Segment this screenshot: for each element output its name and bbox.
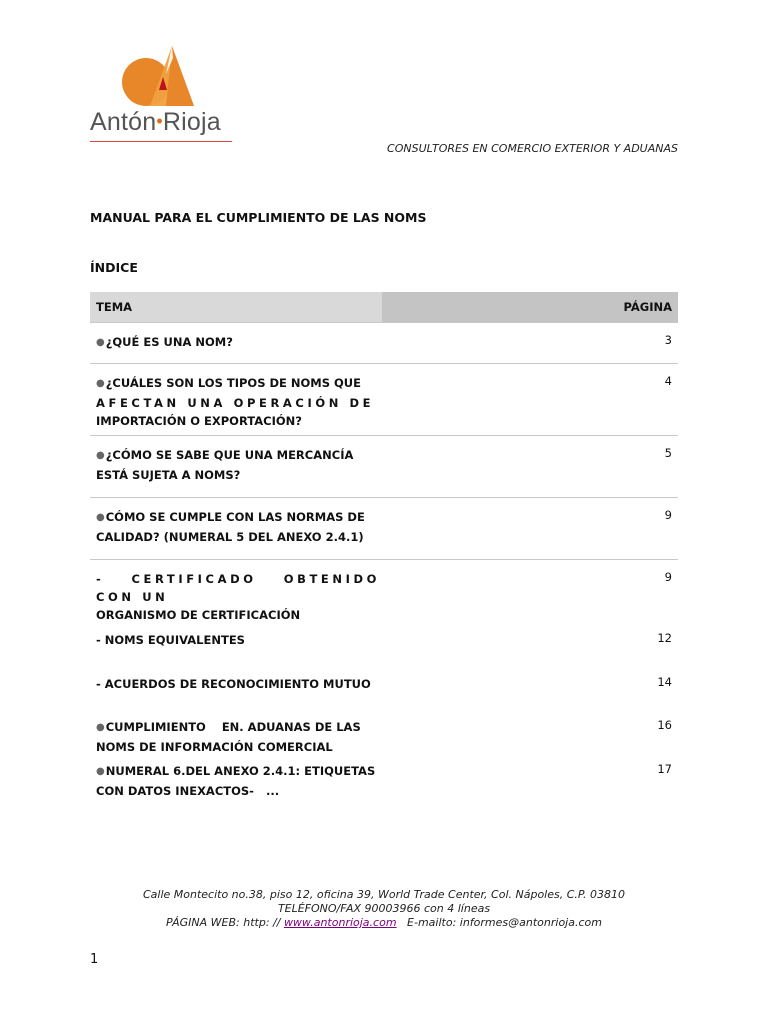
footer-address: Calle Montecito no.38, piso 12, oficina 39, World Trade Center, Col. Nápoles, C.P. 03810 bbox=[142, 888, 626, 901]
company-tagline: CONSULTORES EN COMERCIO EXTERIOR Y ADUANAS bbox=[387, 142, 678, 155]
bullet-icon: ● bbox=[96, 722, 105, 733]
logo-underline bbox=[90, 141, 232, 142]
toc-row: ●NUMERAL 6.DEL ANEXO 2.4.1: ETIQUETAS CON DATOS INEXACTOS- ... 17 bbox=[96, 762, 672, 798]
toc-row: - ACUERDOS DE RECONOCIMIENTO MUTUO 14 bbox=[96, 675, 672, 691]
company-logo bbox=[90, 44, 235, 144]
document-title: MANUAL PARA EL CUMPLIMIENTO DE LAS NOMS bbox=[90, 210, 427, 225]
footer-phone: TELÉFONO/FAX 90003966 con 4 líneas bbox=[277, 902, 491, 915]
footer-contact: PÁGINA WEB: http: // www.antonrioja.com E-mailto: informes@antonrioja.com bbox=[166, 916, 602, 929]
toc-header-page: PÁGINA bbox=[623, 300, 672, 314]
toc-page-number: 17 bbox=[657, 762, 672, 776]
toc-page-number: 14 bbox=[657, 675, 672, 689]
toc-page-number: 4 bbox=[664, 374, 672, 388]
bullet-icon: ● bbox=[96, 512, 105, 523]
toc-page-number: 9 bbox=[664, 570, 672, 584]
toc-row: ●CÓMO SE CUMPLE CON LAS NORMAS DE CALIDAD? (NUMERAL 5 DEL ANEXO 2.4.1) 9 bbox=[90, 497, 678, 560]
bullet-icon: ● bbox=[96, 378, 105, 389]
index-heading: ÍNDICE bbox=[90, 260, 138, 275]
toc-row: - CERTIFICADO OBTENIDO CON UN ORGANISMO DE CERTIFICACIÓN 9 bbox=[90, 559, 678, 622]
bullet-icon: ● bbox=[96, 766, 105, 777]
toc-page-number: 9 bbox=[664, 508, 672, 522]
toc-header bbox=[90, 292, 678, 322]
page-number: 1 bbox=[90, 952, 99, 967]
bullet-icon: ● bbox=[96, 450, 105, 461]
footer-email: E-mailto: informes@antonrioja.com bbox=[396, 916, 602, 929]
logo-name-first: Antón bbox=[90, 108, 157, 136]
toc-row: ●¿CÓMO SE SABE QUE UNA MERCANCÍA ESTÁ SUJETA A NOMS? 5 bbox=[90, 435, 678, 498]
bullet-icon: ● bbox=[96, 337, 105, 348]
logo-wordmark bbox=[90, 108, 235, 137]
page-footer bbox=[0, 888, 768, 930]
toc-page-number: 5 bbox=[664, 446, 672, 460]
toc-row: ●CUMPLIMIENTO EN. ADUANAS DE LAS NOMS DE INFORMACIÓN COMERCIAL 16 bbox=[96, 718, 672, 754]
toc-header-topic: TEMA bbox=[96, 300, 133, 314]
toc-page-number: 12 bbox=[657, 631, 672, 645]
toc-page-number: 16 bbox=[657, 718, 672, 732]
toc-page-number: 3 bbox=[664, 333, 672, 347]
table-of-contents bbox=[90, 292, 678, 798]
toc-row: ●¿CUÁLES SON LOS TIPOS DE NOMS QUE AFECTAN UNA OPERACIÓN DE IMPORTACIÓN O EXPORTACIÓN? 4 bbox=[90, 363, 678, 436]
toc-row: ●¿QUÉ ES UNA NOM? 3 bbox=[90, 322, 678, 364]
toc-row: - NOMS EQUIVALENTES 12 bbox=[96, 631, 672, 647]
website-link[interactable]: www.antonrioja.com bbox=[283, 916, 397, 929]
logo-mark-icon bbox=[120, 44, 200, 112]
logo-separator: • bbox=[156, 111, 163, 131]
logo-name-second: Rioja bbox=[162, 108, 221, 136]
